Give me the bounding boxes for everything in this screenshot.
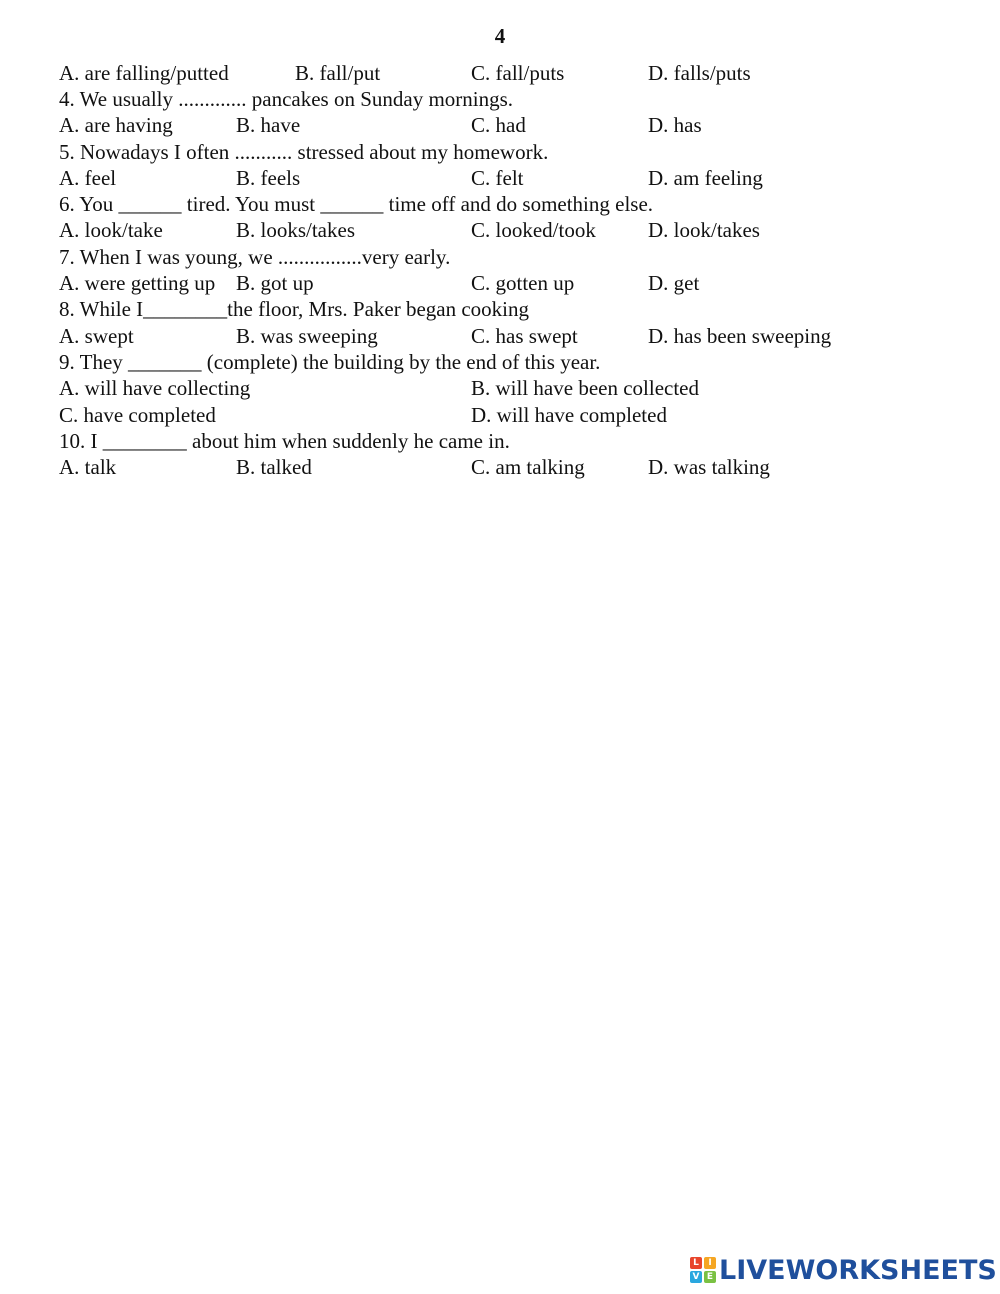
logo-tile-v: V xyxy=(690,1271,702,1283)
question-7: 7. When I was young, we ................very early. xyxy=(59,245,451,269)
logo-tile-l: L xyxy=(690,1257,702,1269)
option-a: A. are falling/putted xyxy=(59,61,229,85)
page-number: 4 xyxy=(494,24,506,48)
option-a: A. feel xyxy=(59,166,117,190)
logo-tile-e: E xyxy=(704,1271,716,1283)
liveworksheets-logo xyxy=(690,1253,997,1287)
option-c: C. gotten up xyxy=(471,271,575,295)
option-d: D. look/takes xyxy=(648,218,760,242)
option-b: B. got up xyxy=(236,271,314,295)
option-c: C. has swept xyxy=(471,324,578,348)
option-b: B. feels xyxy=(236,166,301,190)
option-b: B. have xyxy=(236,113,301,137)
option-a: A. swept xyxy=(59,324,134,348)
question-10: 10. I ________ about him when suddenly he came in. xyxy=(59,429,510,453)
option-a: A. look/take xyxy=(59,218,163,242)
question-5: 5. Nowadays I often ........... stressed about my homework. xyxy=(59,140,549,164)
logo-tile-i: I xyxy=(704,1257,716,1269)
option-b: B. will have been collected xyxy=(471,376,699,400)
option-c: C. fall/puts xyxy=(471,61,565,85)
option-d: D. will have completed xyxy=(471,403,667,427)
option-d: D. am feeling xyxy=(648,166,763,190)
option-a: A. were getting up xyxy=(59,271,216,295)
option-c: C. felt xyxy=(471,166,524,190)
option-c: C. am talking xyxy=(471,455,585,479)
option-a: A. are having xyxy=(59,113,173,137)
question-8: 8. While I________the floor, Mrs. Paker began cooking xyxy=(59,297,530,321)
option-d: D. was talking xyxy=(648,455,770,479)
liveworksheets-logo-icon xyxy=(690,1257,716,1283)
option-a: A. talk xyxy=(59,455,117,479)
question-9: 9. They _______ (complete) the building by the end of this year. xyxy=(59,350,601,374)
option-c: C. had xyxy=(471,113,526,137)
option-b: B. talked xyxy=(236,455,312,479)
option-b: B. fall/put xyxy=(295,61,381,85)
option-a: A. will have collecting xyxy=(59,376,251,400)
liveworksheets-logo-text: LIVEWORKSHEETS xyxy=(719,1254,997,1286)
option-d: D. get xyxy=(648,271,700,295)
option-b: B. was sweeping xyxy=(236,324,378,348)
option-b: B. looks/takes xyxy=(236,218,355,242)
option-d: D. has xyxy=(648,113,702,137)
option-c: C. looked/took xyxy=(471,218,596,242)
option-d: D. has been sweeping xyxy=(648,324,832,348)
option-c: C. have completed xyxy=(59,403,216,427)
question-6: 6. You ______ tired. You must ______ time off and do something else. xyxy=(59,192,654,216)
option-d: D. falls/puts xyxy=(648,61,751,85)
question-4: 4. We usually ............. pancakes on Sunday mornings. xyxy=(59,87,514,111)
